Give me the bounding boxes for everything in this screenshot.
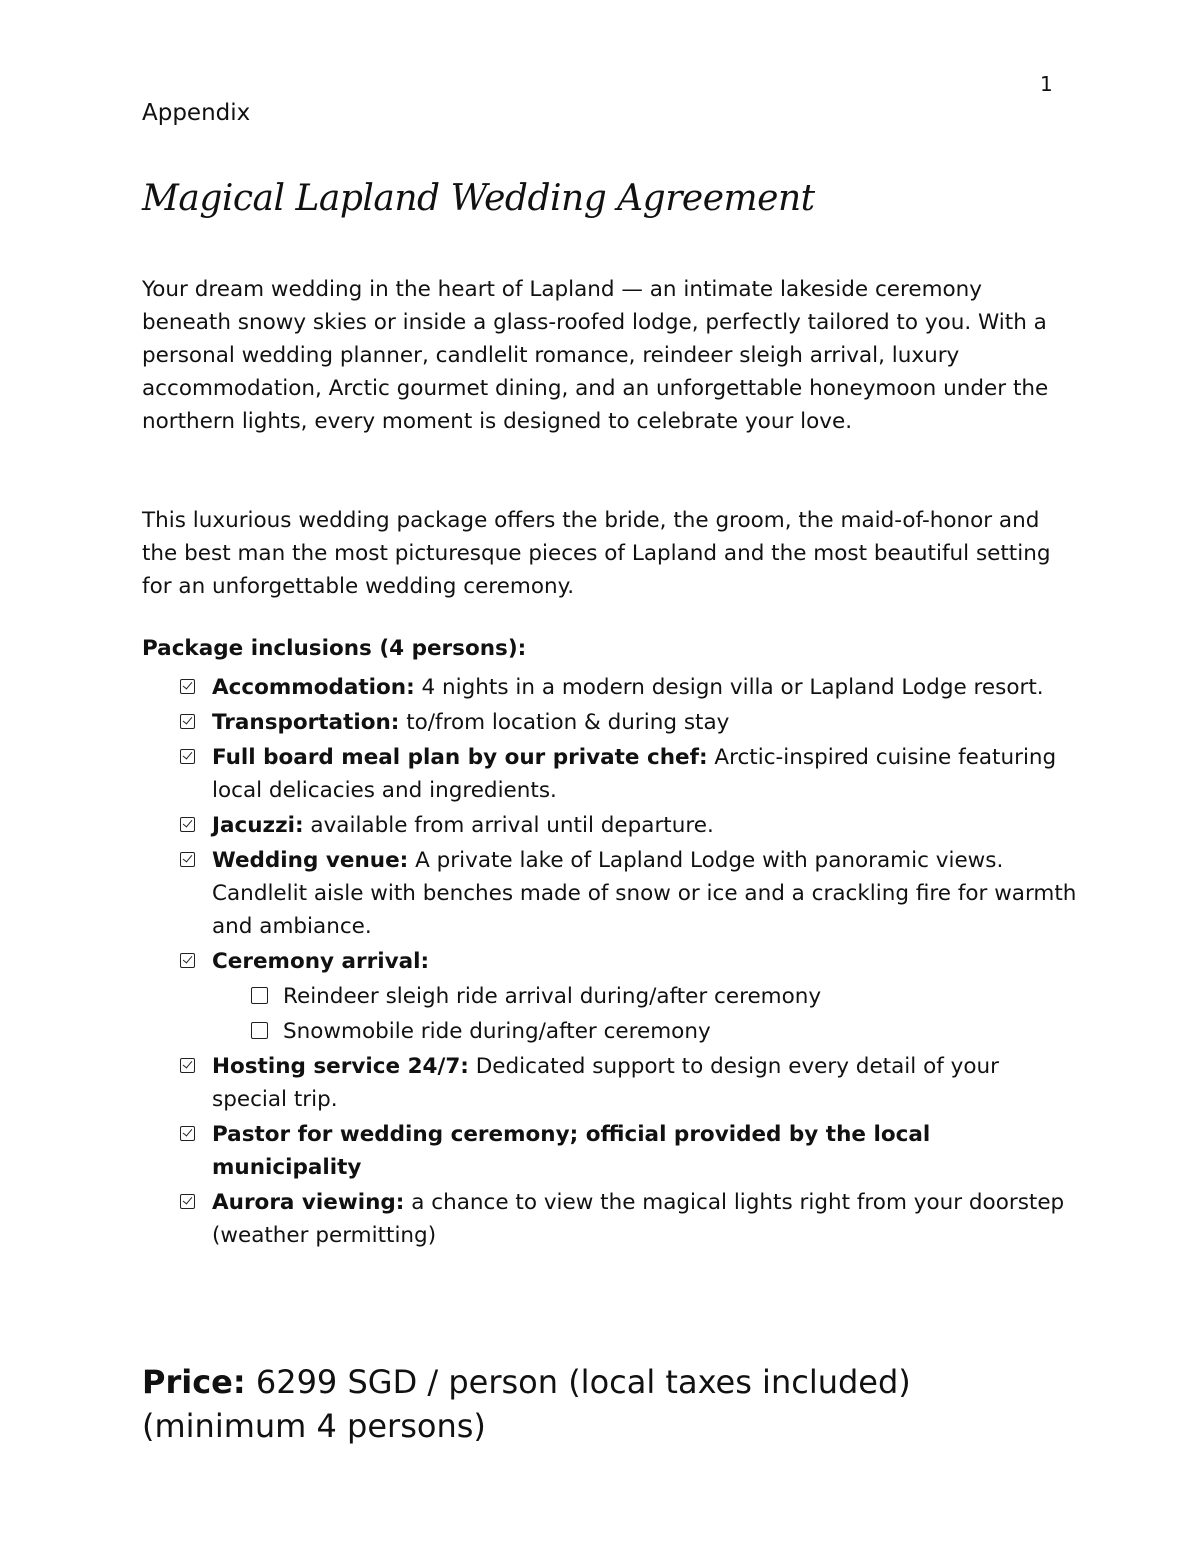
page-number: 1: [1040, 72, 1053, 96]
arrival-options-list: [212, 980, 1078, 1048]
inclusion-item-ceremony-arrival: [178, 945, 1078, 1048]
checked-checkbox-icon[interactable]: [180, 1126, 195, 1141]
unchecked-checkbox-icon[interactable]: [251, 987, 268, 1004]
arrival-option-text: Snowmobile ride during/after ceremony: [283, 1019, 711, 1044]
checked-checkbox-icon[interactable]: [180, 1194, 195, 1209]
checked-checkbox-icon[interactable]: [180, 953, 195, 968]
inclusion-text: A private lake of Lapland Lodge with panoramic views. Candlelit aisle with benches made of snow or ice and a crackling fire for warmth and ambiance.: [212, 848, 1077, 939]
price-note: (minimum 4 persons): [142, 1407, 486, 1445]
checked-checkbox-icon[interactable]: [180, 817, 195, 832]
inclusion-text: a chance to view the magical lights right from your doorstep (weather permitting): [212, 1190, 1065, 1248]
appendix-label: Appendix: [142, 100, 251, 126]
inclusion-label: Jacuzzi:: [212, 813, 304, 838]
inclusion-text: Dedicated support to design every detail of your special trip.: [212, 1054, 999, 1112]
inclusions-heading: Package inclusions (4 persons):: [142, 636, 527, 661]
price-block: [142, 1360, 911, 1448]
inclusion-label: Wedding venue:: [212, 848, 409, 873]
inclusion-text: to/from location & during stay: [399, 710, 730, 735]
inclusion-label: Transportation:: [212, 710, 400, 735]
inclusion-label: Pastor for wedding ceremony; official provided by the local municipality: [212, 1122, 931, 1180]
price-label: Price:: [142, 1363, 246, 1401]
price-line: [142, 1360, 911, 1404]
inclusion-item-wedding-venue: [178, 844, 1078, 943]
arrival-option-reindeer: [249, 980, 1078, 1013]
inclusion-label: Aurora viewing:: [212, 1190, 405, 1215]
document-title: Magical Lapland Wedding Agreement: [142, 178, 815, 219]
inclusion-item-transportation: [178, 706, 1078, 739]
description-paragraph: This luxurious wedding package offers the bride, the groom, the maid-of-honor and the best man the most picturesque pieces of Lapland and the most beautiful setting for an unforgettable wedding ceremony.: [142, 508, 1051, 599]
checked-checkbox-icon[interactable]: [180, 679, 195, 694]
inclusions-list: [178, 671, 1078, 1254]
inclusion-item-accommodation: [178, 671, 1078, 704]
inclusion-item-pastor: [178, 1118, 1078, 1184]
inclusion-text: available from arrival until departure.: [303, 813, 714, 838]
inclusion-item-jacuzzi: [178, 809, 1078, 842]
price-value: 6299 SGD / person (local taxes included): [245, 1363, 911, 1401]
arrival-option-snowmobile: [249, 1015, 1078, 1048]
unchecked-checkbox-icon[interactable]: [251, 1022, 268, 1039]
checked-checkbox-icon[interactable]: [180, 714, 195, 729]
inclusion-label: Accommodation:: [212, 675, 415, 700]
arrival-option-text: Reindeer sleigh ride arrival during/after ceremony: [283, 984, 822, 1009]
inclusion-label: Ceremony arrival:: [212, 949, 430, 974]
inclusion-text: 4 nights in a modern design villa or Lapland Lodge resort.: [414, 675, 1044, 700]
inclusion-label: Hosting service 24/7:: [212, 1054, 469, 1079]
checked-checkbox-icon[interactable]: [180, 1058, 195, 1073]
inclusion-item-aurora-viewing: [178, 1186, 1078, 1252]
inclusion-label: Full board meal plan by our private chef:: [212, 745, 708, 770]
inclusion-text: Arctic-inspired cuisine featuring local delicacies and ingredients.: [212, 745, 1057, 803]
inclusion-item-meal-plan: [178, 741, 1078, 807]
intro-paragraph: Your dream wedding in the heart of Lapland — an intimate lakeside ceremony beneath snowy skies or inside a glass-roofed lodge, perfectly tailored to you. With a personal wedding planner, candlelit romance, reindeer sleigh arrival, luxury accommodation, Arctic gourmet dining, and an unforgettable honeymoon under the northern lights, every moment is designed to celebrate your love.: [142, 277, 1049, 434]
inclusion-item-hosting-service: [178, 1050, 1078, 1116]
checked-checkbox-icon[interactable]: [180, 749, 195, 764]
checked-checkbox-icon[interactable]: [180, 852, 195, 867]
